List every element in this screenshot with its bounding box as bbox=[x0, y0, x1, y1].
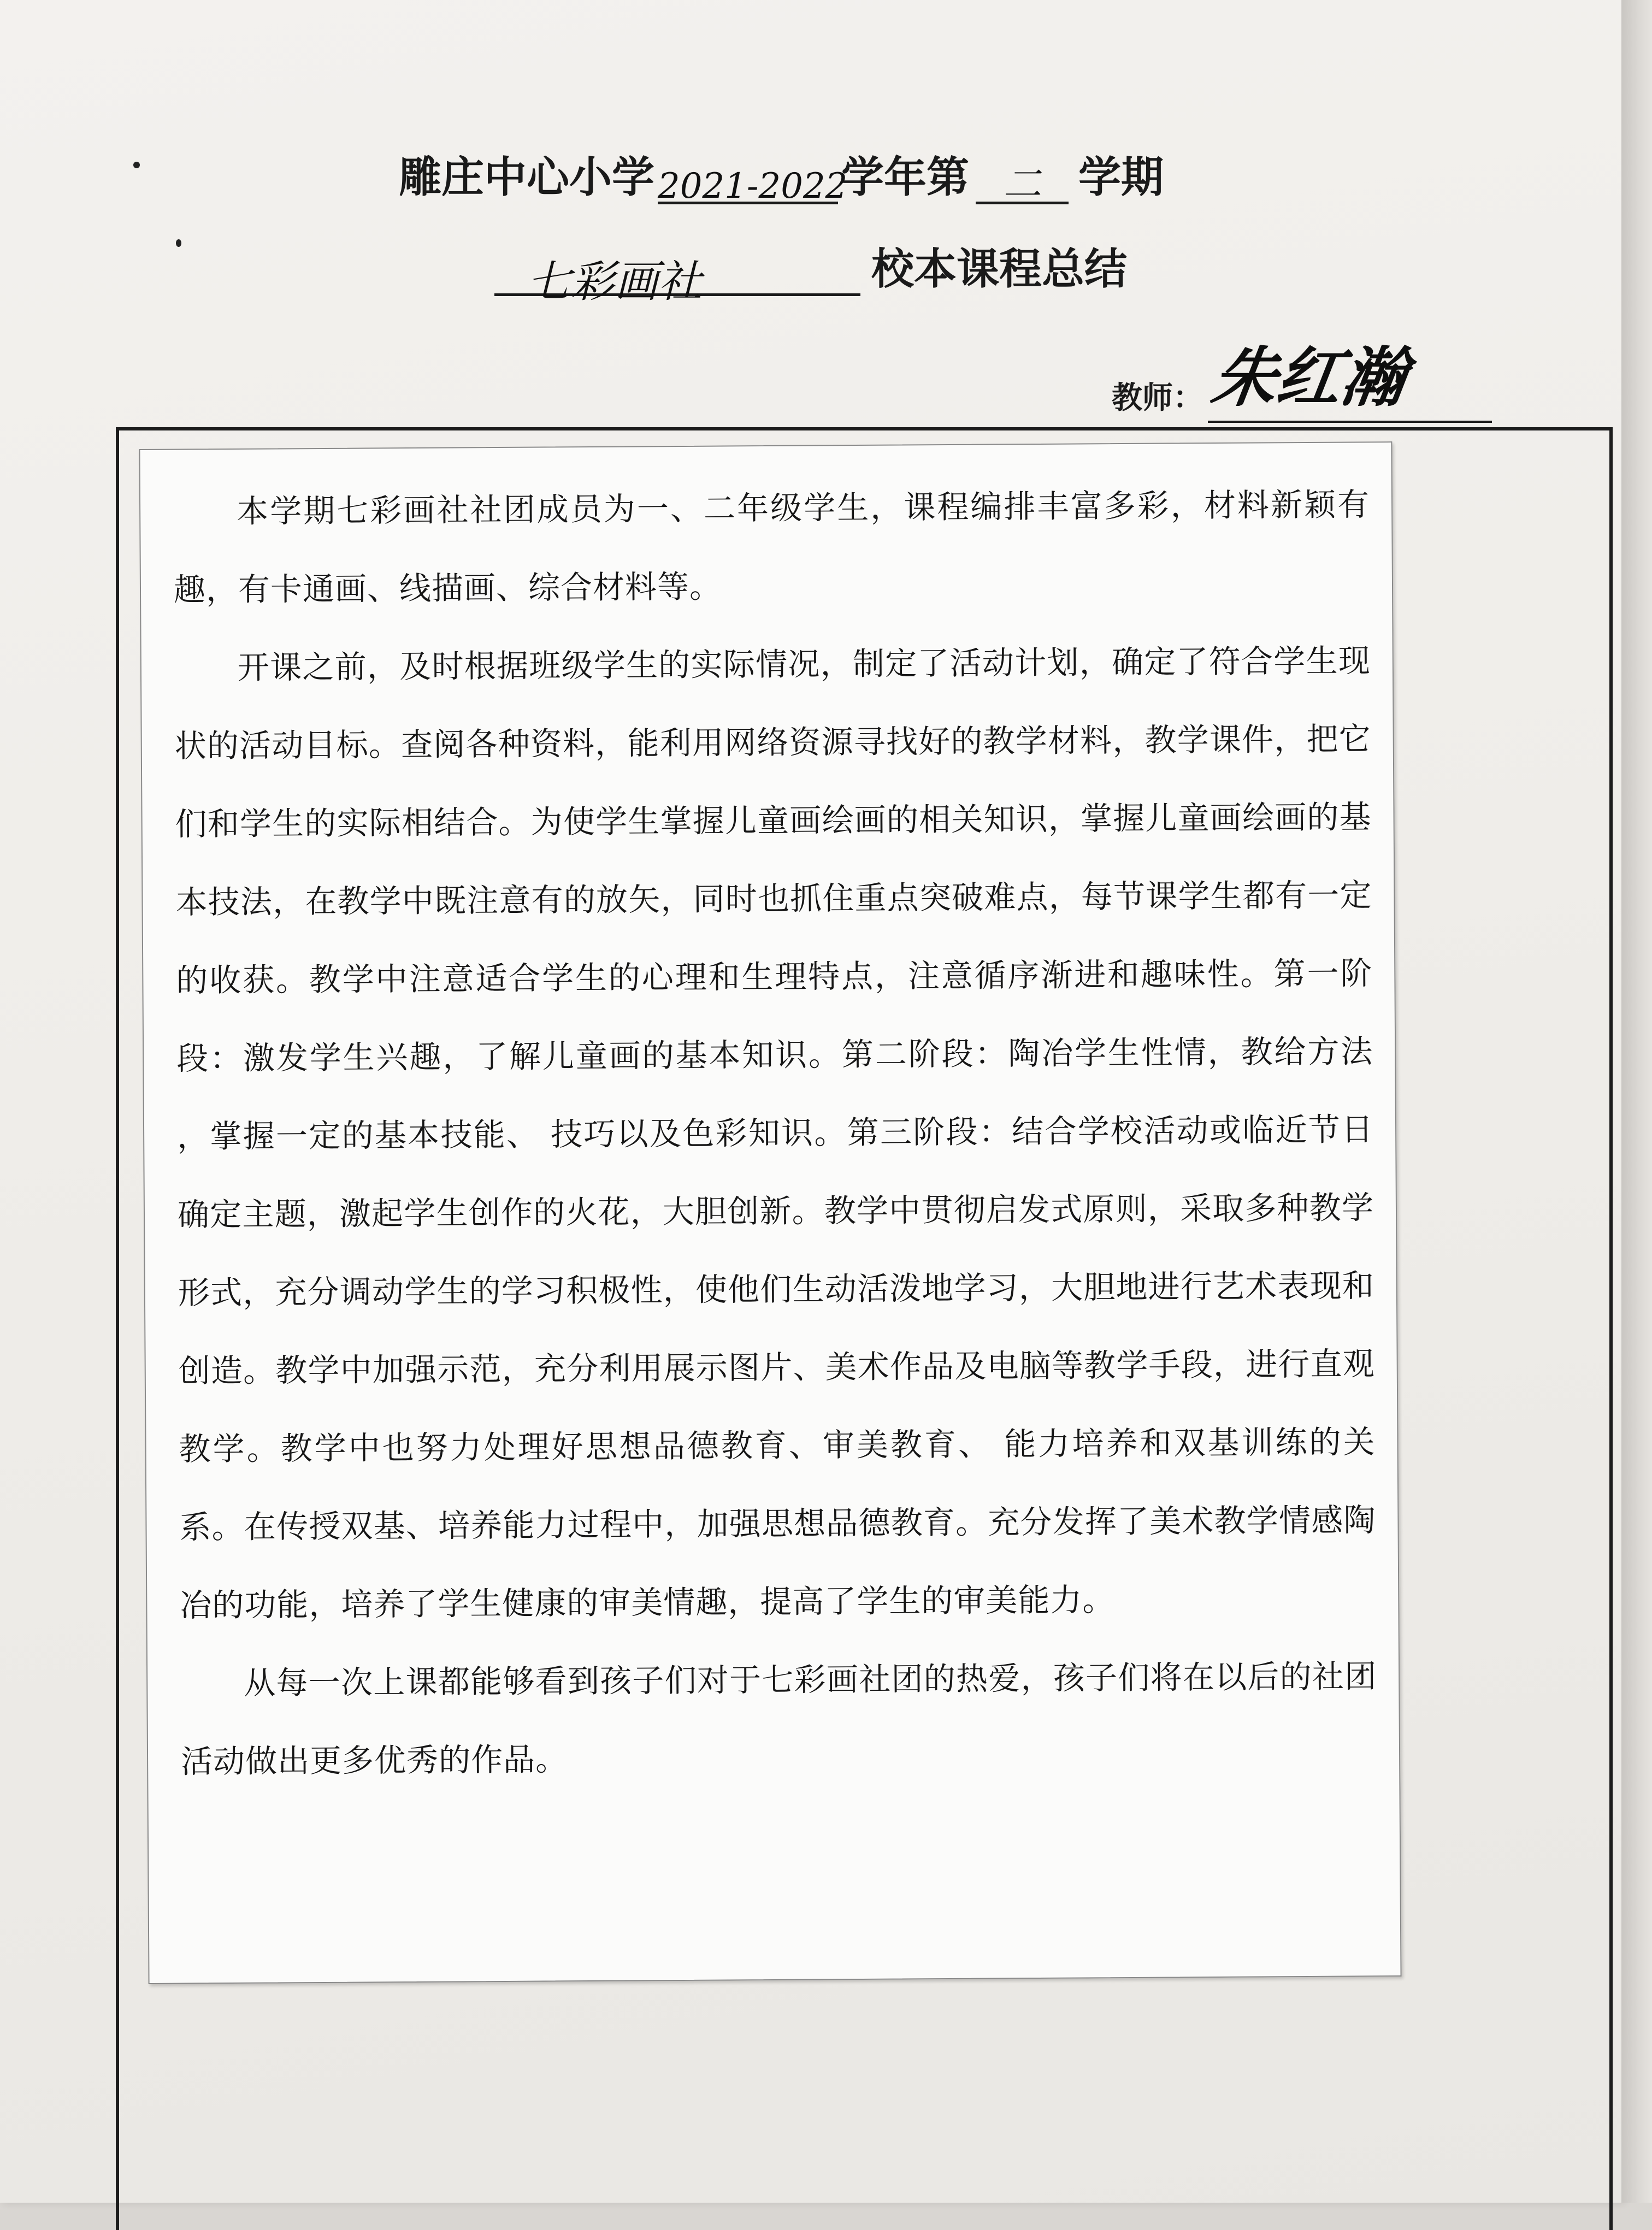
ink-speck bbox=[133, 162, 140, 168]
school-year-blank bbox=[658, 150, 848, 207]
paragraph: 从每一次上课都能够看到孩子们对于七彩画社团的热爱，孩子们将在以后的社团活动做出更多优秀的作品。 bbox=[180, 1657, 1377, 1780]
semester-handwritten: 二 bbox=[1003, 162, 1042, 207]
school-year-handwritten: 2021-2022 bbox=[658, 166, 848, 207]
background-surface bbox=[1621, 0, 1652, 2203]
paragraph: 开课之前，及时根据班级学生的实际情况，制定了活动计划，确定了符合学生现状的活动目标。查阅各种资料，能利用网络资源寻找好的教学材料，教学课件，把它们和学生的实际相结合。为使学生掌握儿童画绘画的相关知识，掌握儿童画绘画的基本技法，在教学中既注意有的放矢，同时也抓住重点突破难点，每节课学生都有一定的收获。教学中注意适合学生的心理和生理特点，注意循序渐进和趣味性。第一阶段：激发学生兴趣，了解儿童画的基本知识。第二阶段：陶冶学生性情，教给方法 ，掌握一定的基本技能、 技巧以及色彩知识。第三阶段：结合学校活动或临近节日确定主题，激起学生创作的火花，大胆创新。教学中贯彻启发式原则，采取多种教学形式，充分调动学生的学习积极性，使他们生动活泼地学习，大胆地进行艺术表现和创造。教学中加强示范，充分利用展示图片、美术作品及电脑等教学手段，进行直观教学。教学中也努力处理好思想品德教育、审美教育、 能力培养和双基训练的关系。在传授双基、培养能力过程中，加强思想品德教育。充分发挥了美术教学情感陶冶的功能，培养了学生健康的审美情趣，提高了学生的审美能力。 bbox=[174, 642, 1376, 1624]
title-line-2 bbox=[494, 235, 1128, 307]
school-year-suffix: 学年第 bbox=[841, 153, 970, 202]
ink-speck bbox=[176, 239, 181, 247]
course-name-handwritten: 七彩画社 bbox=[527, 256, 702, 307]
title-line-1 bbox=[399, 143, 1164, 207]
semester-blank bbox=[976, 150, 1069, 207]
summary-body bbox=[173, 465, 1378, 1801]
document-title: 校本课程总结 bbox=[871, 245, 1128, 294]
teacher-label: 教师： bbox=[1112, 380, 1203, 416]
pasted-summary-sheet bbox=[139, 441, 1401, 1984]
school-name: 雕庄中心小学 bbox=[399, 153, 655, 202]
semester-suffix: 学期 bbox=[1078, 153, 1164, 202]
teacher-row bbox=[1112, 339, 1492, 423]
course-name-blank bbox=[494, 242, 860, 307]
teacher-signature-blank bbox=[1207, 339, 1492, 423]
teacher-signature: 朱红瀚 bbox=[1207, 339, 1412, 415]
paragraph: 本学期七彩画社社团成员为一、二年级学生，课程编排丰富多彩，材料新颖有趣，有卡通画、线描画、综合材料等。 bbox=[173, 486, 1370, 609]
